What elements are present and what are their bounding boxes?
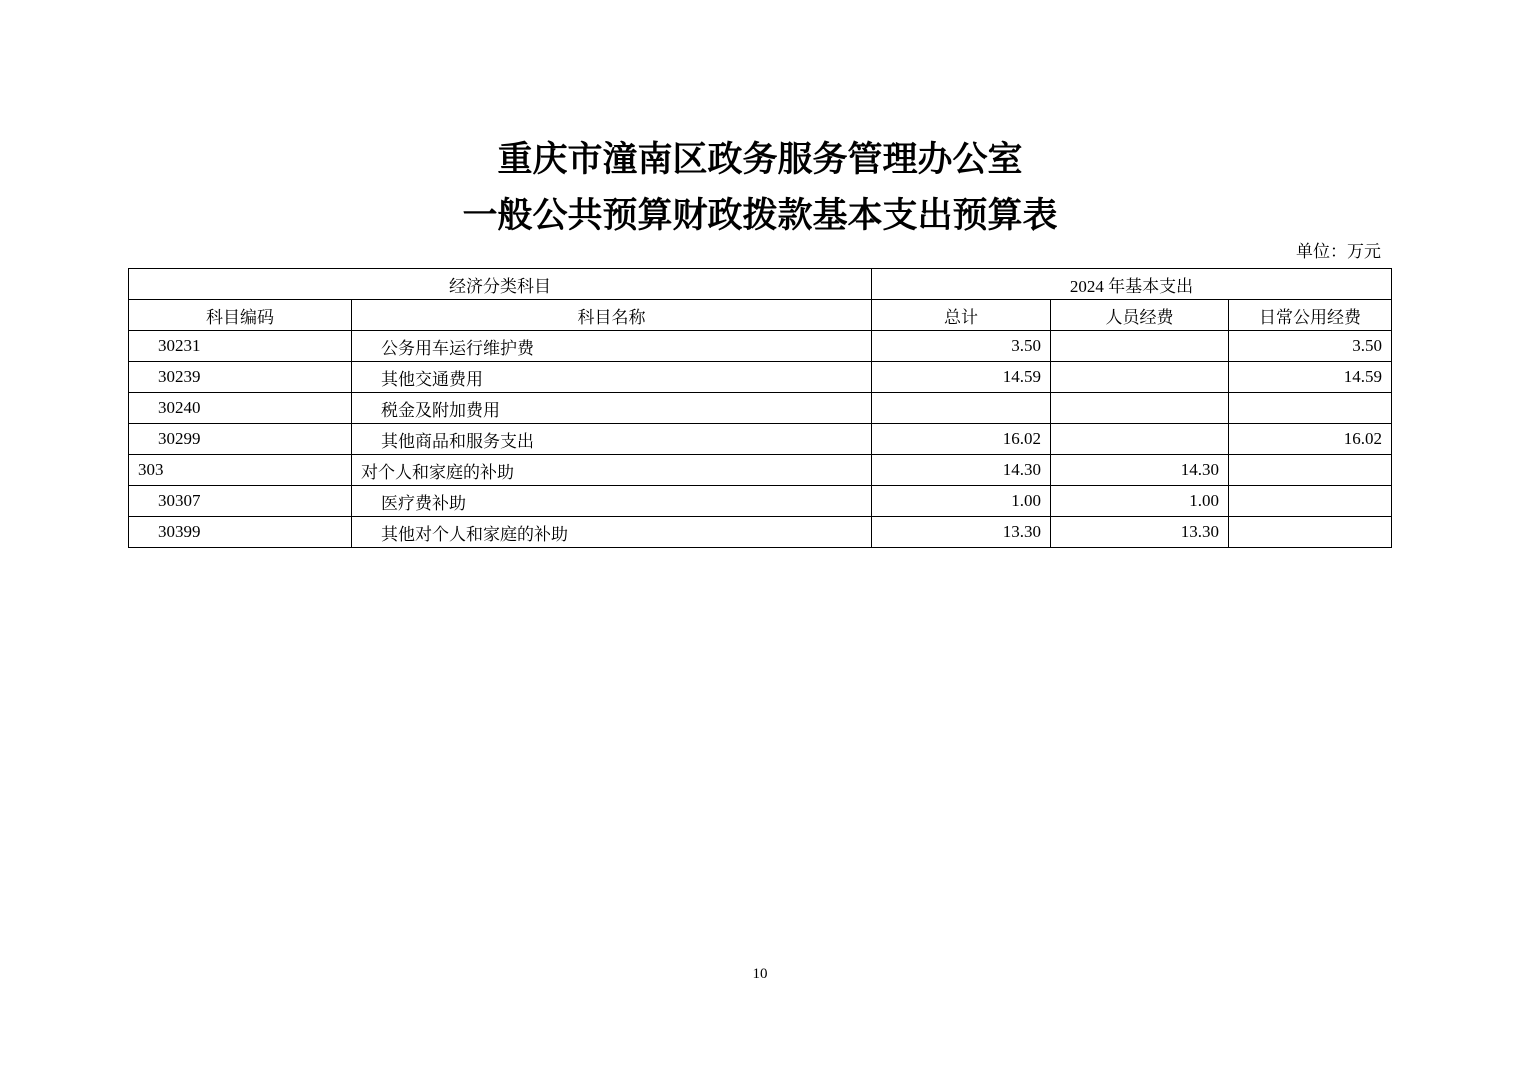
row-code: 30231 [129, 331, 352, 362]
row-total [872, 393, 1051, 424]
row-total: 1.00 [872, 486, 1051, 517]
table-row [129, 517, 1392, 548]
row-daily: 3.50 [1229, 331, 1392, 362]
document-title-line-2: 一般公共预算财政拨款基本支出预算表 [462, 195, 1058, 236]
row-personnel [1051, 331, 1229, 362]
header-personnel: 人员经费 [1051, 300, 1229, 331]
table-row [129, 424, 1392, 455]
table-row [129, 331, 1392, 362]
row-total: 13.30 [872, 517, 1051, 548]
row-personnel: 1.00 [1051, 486, 1229, 517]
row-code: 30299 [129, 424, 352, 455]
row-daily: 16.02 [1229, 424, 1392, 455]
header-daily: 日常公用经费 [1229, 300, 1392, 331]
row-total: 14.59 [872, 362, 1051, 393]
row-personnel: 13.30 [1051, 517, 1229, 548]
row-code: 30240 [129, 393, 352, 424]
row-total: 16.02 [872, 424, 1051, 455]
row-daily: 14.59 [1229, 362, 1392, 393]
row-code: 30307 [129, 486, 352, 517]
header-economic-classification: 经济分类科目 [129, 269, 872, 300]
table-row [129, 455, 1392, 486]
row-total: 14.30 [872, 455, 1051, 486]
table-row [129, 362, 1392, 393]
header-basic-expenditure: 2024 年基本支出 [872, 269, 1392, 300]
row-name: 对个人和家庭的补助 [352, 455, 872, 486]
budget-table [128, 268, 1392, 548]
header-code: 科目编码 [129, 300, 352, 331]
row-daily [1229, 393, 1392, 424]
header-name: 科目名称 [352, 300, 872, 331]
row-personnel [1051, 393, 1229, 424]
row-personnel: 14.30 [1051, 455, 1229, 486]
row-daily [1229, 455, 1392, 486]
table-row [129, 393, 1392, 424]
table-row [129, 486, 1392, 517]
row-name: 其他对个人和家庭的补助 [352, 517, 872, 548]
row-name: 其他商品和服务支出 [352, 424, 872, 455]
row-total: 3.50 [872, 331, 1051, 362]
unit-label: 单位：万元 [1296, 242, 1381, 261]
row-code: 303 [129, 455, 352, 486]
row-code: 30399 [129, 517, 352, 548]
row-daily [1229, 517, 1392, 548]
row-name: 公务用车运行维护费 [352, 331, 872, 362]
row-name: 其他交通费用 [352, 362, 872, 393]
row-personnel [1051, 424, 1229, 455]
header-total: 总计 [872, 300, 1051, 331]
row-personnel [1051, 362, 1229, 393]
row-daily [1229, 486, 1392, 517]
table-group-header-row [129, 269, 1392, 300]
row-code: 30239 [129, 362, 352, 393]
document-title-line-1: 重庆市潼南区政务服务管理办公室 [497, 139, 1023, 180]
page-number: 10 [752, 966, 768, 982]
row-name: 医疗费补助 [352, 486, 872, 517]
table-column-header-row [129, 300, 1392, 331]
row-name: 税金及附加费用 [352, 393, 872, 424]
